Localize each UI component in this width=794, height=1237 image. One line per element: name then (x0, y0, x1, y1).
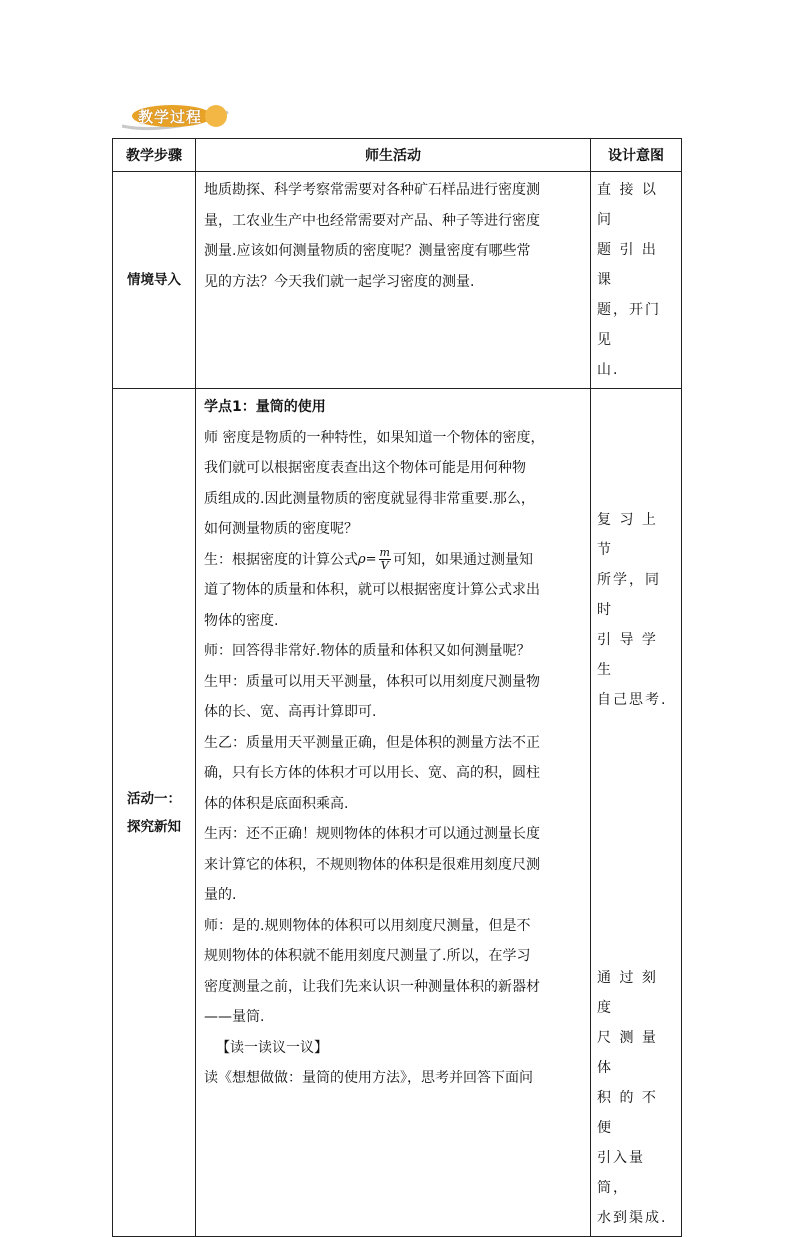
header-activity: 师生活动 (196, 139, 591, 172)
step-intro: 情境导入 (113, 172, 196, 389)
text-line: 体的体积是底面积乘高. (204, 795, 349, 812)
text-line: 复 习 上 节 (597, 512, 658, 558)
header-step: 教学步骤 (113, 139, 196, 172)
step-line: 活动一： (127, 790, 181, 807)
formula-denominator: V (380, 559, 389, 572)
intent-activity-one (591, 389, 682, 1237)
text-line: 我们就可以根据密度表查出这个物体可能是用何种物 (204, 460, 526, 476)
text-line: 量的. (204, 887, 237, 903)
text-line: 物体的密度. (204, 612, 279, 629)
text-line: 规则物体的体积就不能用刻度尺测量了.所以，在学习 (204, 948, 531, 964)
text-line: 积 的 不 便 (597, 1090, 658, 1136)
header-intent: 设计意图 (591, 139, 682, 172)
text-line: 山. (597, 362, 620, 378)
text-line: 读《想想做做：量筒的使用方法》，思考并回答下面问 (204, 1070, 533, 1086)
text-line: 体的长、宽、高再计算即可. (204, 704, 377, 720)
text-line: 引入量筒， (597, 1150, 645, 1196)
text-line: 自己思考. (597, 692, 668, 708)
text-line: 生甲：质量可以用天平测量，体积可以用刻度尺测量物 (204, 673, 540, 690)
text-line: 生丙：还不正确！规则物体的体积才可以通过测量长度 (204, 826, 540, 842)
text-segment: 生：根据密度的计算公式 (204, 551, 358, 568)
text-line: 生乙：质量用天平测量正确，但是体积的测量方法不正 (204, 734, 540, 751)
step-line: 探究新知 (127, 818, 181, 835)
text-line: 师 密度是物质的一种特性，如果知道一个物体的密度， (204, 429, 545, 446)
formula-numerator: m (379, 546, 390, 559)
formula-lhs: ρ= (358, 552, 377, 567)
text-line: 通 过 刻 度 (597, 970, 658, 1016)
badge-label: 教学过程 (138, 108, 203, 126)
text-line: 密度测量之前，让我们先来认识一种测量体积的新器材 (204, 978, 540, 995)
formula-fraction (379, 547, 391, 572)
text-line: 水到渠成. (597, 1210, 668, 1226)
intent-intro (591, 172, 682, 389)
step-activity-one (113, 389, 196, 1237)
text-segment: 可知，如果通过测量知 (392, 551, 533, 568)
table-row-intro (113, 172, 682, 389)
text-line: 直 接 以 问 (597, 182, 658, 228)
text-line: 测量.应该如何测量物质的密度呢？测量密度有哪些常 (204, 243, 531, 259)
text-line: 题，开门见 (597, 302, 661, 348)
table-row-activity-one (113, 389, 682, 1237)
text-line: 题 引 出 课 (597, 242, 658, 288)
text-line: 量，工农业生产中也经常需要对产品、种子等进行密度 (204, 212, 540, 229)
table-header-row (113, 139, 682, 172)
text-line: 所学，同时 (597, 572, 661, 618)
text-line: 师：是的.规则物体的体积可以用刻度尺测量，但是不 (204, 917, 531, 934)
text-line: ——量筒. (204, 1009, 265, 1025)
text-line: 尺 测 量 体 (597, 1030, 658, 1076)
activity-intro (196, 172, 591, 389)
formula-line (204, 545, 584, 576)
activity-one (196, 389, 591, 1237)
spacer (597, 392, 675, 505)
text-line: 引 导 学 生 (597, 632, 658, 678)
text-line: 地质勘探、科学考察常需要对各种矿石样品进行密度测 (204, 182, 540, 198)
text-line: 来计算它的体积，不规则物体的体积是很难用刻度尺测 (204, 856, 540, 873)
text-line: 师：回答得非常好.物体的质量和体积又如何测量呢？ (204, 643, 531, 659)
spacer (597, 715, 675, 963)
text-line: 如何测量物质的密度呢？ (204, 521, 358, 537)
text-line: 见的方法？今天我们就一起学习密度的测量. (204, 273, 475, 290)
density-formula (358, 547, 393, 572)
text-line: 质组成的.因此测量物质的密度就显得非常重要.那么， (204, 490, 535, 507)
text-line: 道了物体的质量和体积，就可以根据密度计算公式求出 (204, 582, 540, 598)
lesson-table (112, 138, 682, 1237)
text-line: 确，只有长方体的体积才可以用长、宽、高的积，圆柱 (204, 765, 540, 781)
section-heading: 学点1：量筒的使用 (204, 399, 326, 415)
section-badge (120, 102, 230, 132)
read-discuss-heading: 【读一读议一议】 (216, 1039, 328, 1056)
